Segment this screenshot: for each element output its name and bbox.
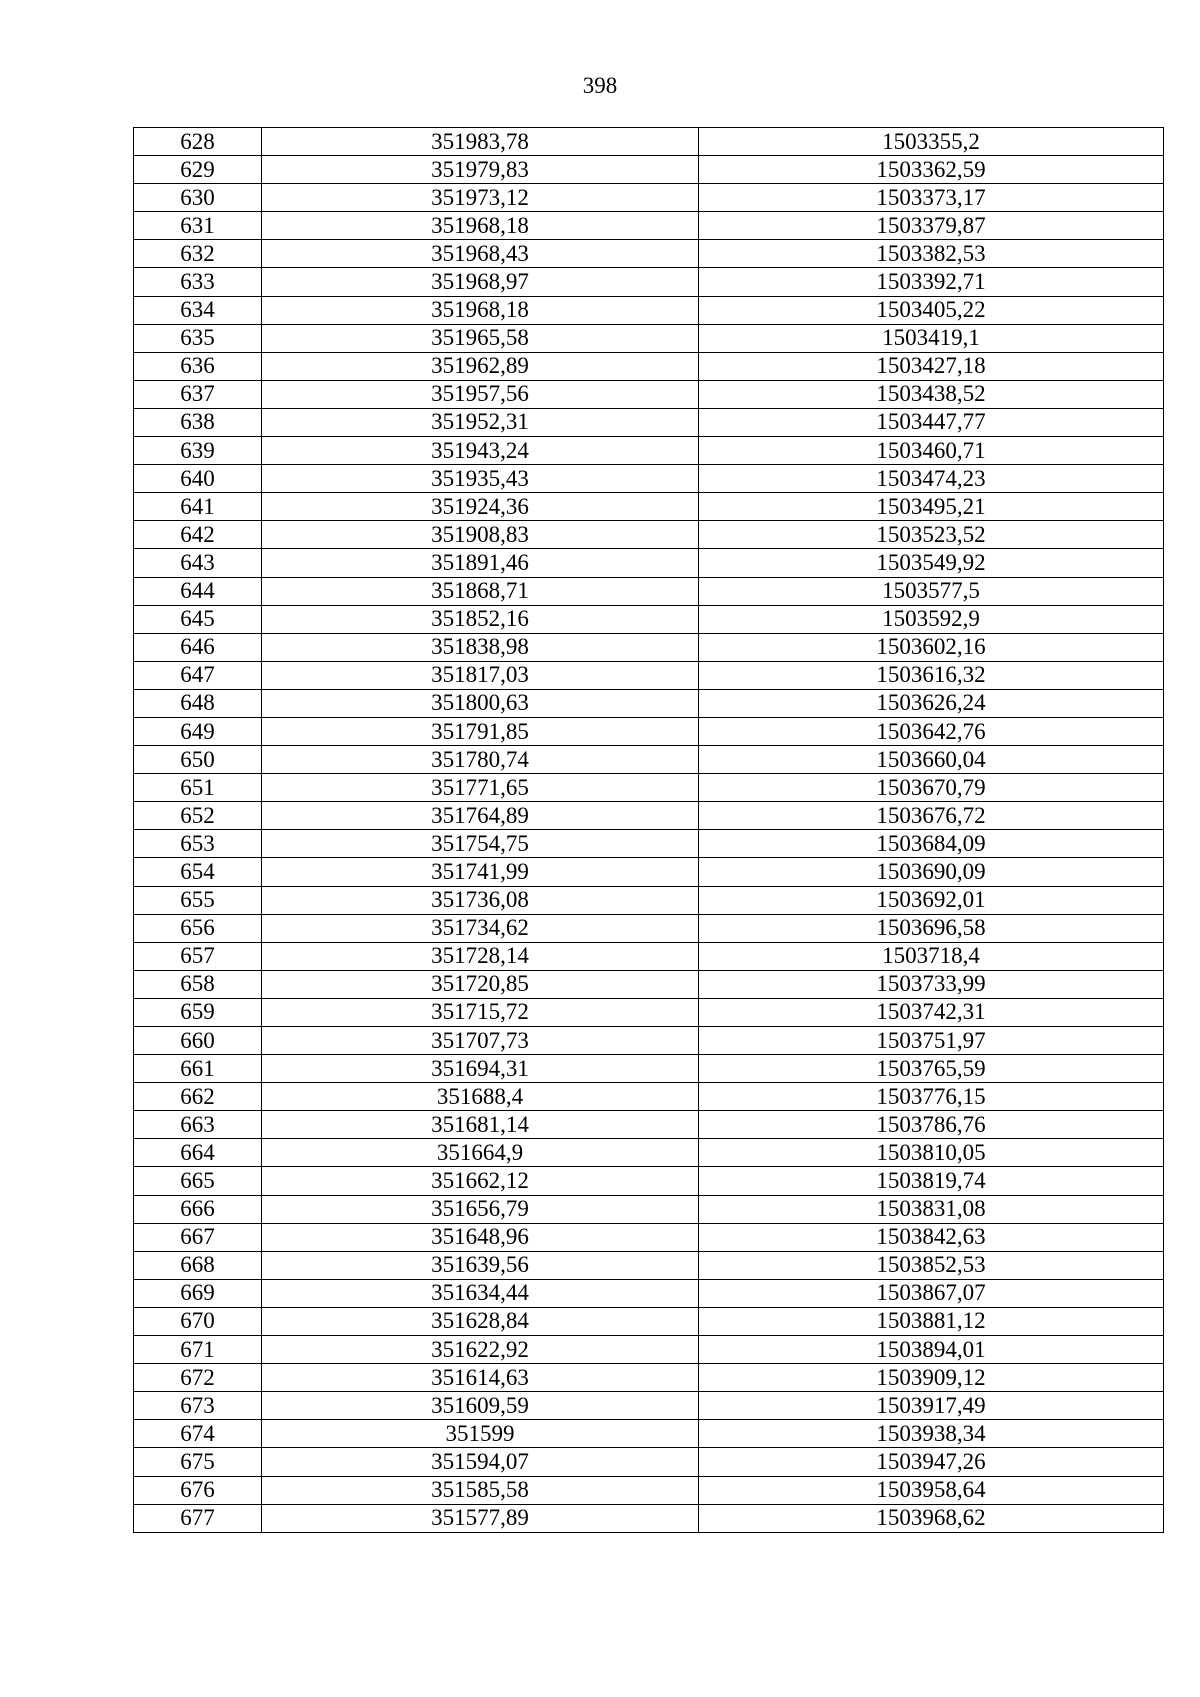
y-coordinate-cell: 1503852,53: [699, 1251, 1164, 1279]
y-coordinate-cell: 1503626,24: [699, 689, 1164, 717]
x-coordinate-cell: 351957,56: [262, 380, 699, 408]
point-number-cell: 653: [134, 830, 262, 858]
table-row: [134, 1504, 1164, 1532]
y-coordinate-cell: 1503362,59: [699, 156, 1164, 184]
x-coordinate-cell: 351800,63: [262, 689, 699, 717]
y-coordinate-cell: 1503405,22: [699, 296, 1164, 324]
point-number-cell: 630: [134, 184, 262, 212]
table-row: [134, 1111, 1164, 1139]
table-row: [134, 156, 1164, 184]
table-row: [134, 970, 1164, 998]
x-coordinate-cell: 351771,65: [262, 774, 699, 802]
x-coordinate-cell: 351720,85: [262, 970, 699, 998]
y-coordinate-cell: 1503742,31: [699, 998, 1164, 1026]
table-row: [134, 661, 1164, 689]
x-coordinate-cell: 351891,46: [262, 549, 699, 577]
x-coordinate-cell: 351968,97: [262, 268, 699, 296]
table-row: [134, 212, 1164, 240]
point-number-cell: 672: [134, 1364, 262, 1392]
point-number-cell: 651: [134, 774, 262, 802]
y-coordinate-cell: 1503881,12: [699, 1307, 1164, 1335]
x-coordinate-cell: 351754,75: [262, 830, 699, 858]
point-number-cell: 645: [134, 605, 262, 633]
table-row: [134, 1055, 1164, 1083]
y-coordinate-cell: 1503819,74: [699, 1167, 1164, 1195]
table-row: [134, 717, 1164, 745]
y-coordinate-cell: 1503690,09: [699, 858, 1164, 886]
point-number-cell: 638: [134, 408, 262, 436]
table-row: [134, 886, 1164, 914]
table-row: [134, 240, 1164, 268]
x-coordinate-cell: 351979,83: [262, 156, 699, 184]
y-coordinate-cell: 1503355,2: [699, 128, 1164, 156]
y-coordinate-cell: 1503379,87: [699, 212, 1164, 240]
x-coordinate-cell: 351707,73: [262, 1027, 699, 1055]
table-row: [134, 521, 1164, 549]
point-number-cell: 650: [134, 746, 262, 774]
x-coordinate-cell: 351734,62: [262, 914, 699, 942]
y-coordinate-cell: 1503917,49: [699, 1392, 1164, 1420]
point-number-cell: 644: [134, 577, 262, 605]
point-number-cell: 646: [134, 633, 262, 661]
y-coordinate-cell: 1503938,34: [699, 1420, 1164, 1448]
x-coordinate-cell: 351817,03: [262, 661, 699, 689]
point-number-cell: 671: [134, 1336, 262, 1364]
table-row: [134, 1364, 1164, 1392]
point-number-cell: 633: [134, 268, 262, 296]
x-coordinate-cell: 351908,83: [262, 521, 699, 549]
x-coordinate-cell: 351648,96: [262, 1223, 699, 1251]
y-coordinate-cell: 1503382,53: [699, 240, 1164, 268]
y-coordinate-cell: 1503676,72: [699, 802, 1164, 830]
y-coordinate-cell: 1503947,26: [699, 1448, 1164, 1476]
table-row: [134, 465, 1164, 493]
x-coordinate-cell: 351599: [262, 1420, 699, 1448]
point-number-cell: 643: [134, 549, 262, 577]
y-coordinate-cell: 1503765,59: [699, 1055, 1164, 1083]
x-coordinate-cell: 351622,92: [262, 1336, 699, 1364]
point-number-cell: 642: [134, 521, 262, 549]
x-coordinate-cell: 351639,56: [262, 1251, 699, 1279]
y-coordinate-cell: 1503894,01: [699, 1336, 1164, 1364]
x-coordinate-cell: 351973,12: [262, 184, 699, 212]
x-coordinate-cell: 351968,43: [262, 240, 699, 268]
y-coordinate-cell: 1503419,1: [699, 324, 1164, 352]
table-row: [134, 1167, 1164, 1195]
point-number-cell: 634: [134, 296, 262, 324]
table-row: [134, 802, 1164, 830]
y-coordinate-cell: 1503733,99: [699, 970, 1164, 998]
x-coordinate-cell: 351764,89: [262, 802, 699, 830]
x-coordinate-cell: 351968,18: [262, 212, 699, 240]
y-coordinate-cell: 1503427,18: [699, 352, 1164, 380]
y-coordinate-cell: 1503968,62: [699, 1504, 1164, 1532]
table-row: [134, 577, 1164, 605]
y-coordinate-cell: 1503810,05: [699, 1139, 1164, 1167]
y-coordinate-cell: 1503718,4: [699, 942, 1164, 970]
point-number-cell: 665: [134, 1167, 262, 1195]
point-number-cell: 675: [134, 1448, 262, 1476]
y-coordinate-cell: 1503392,71: [699, 268, 1164, 296]
table-row: [134, 1251, 1164, 1279]
y-coordinate-cell: 1503751,97: [699, 1027, 1164, 1055]
y-coordinate-cell: 1503474,23: [699, 465, 1164, 493]
y-coordinate-cell: 1503616,32: [699, 661, 1164, 689]
x-coordinate-cell: 351952,31: [262, 408, 699, 436]
point-number-cell: 629: [134, 156, 262, 184]
point-number-cell: 656: [134, 914, 262, 942]
table-row: [134, 830, 1164, 858]
y-coordinate-cell: 1503660,04: [699, 746, 1164, 774]
point-number-cell: 648: [134, 689, 262, 717]
point-number-cell: 635: [134, 324, 262, 352]
table-row: [134, 746, 1164, 774]
point-number-cell: 639: [134, 437, 262, 465]
point-number-cell: 647: [134, 661, 262, 689]
x-coordinate-cell: 351741,99: [262, 858, 699, 886]
table-row: [134, 1448, 1164, 1476]
y-coordinate-cell: 1503438,52: [699, 380, 1164, 408]
table-row: [134, 1027, 1164, 1055]
point-number-cell: 654: [134, 858, 262, 886]
y-coordinate-cell: 1503549,92: [699, 549, 1164, 577]
point-number-cell: 673: [134, 1392, 262, 1420]
point-number-cell: 637: [134, 380, 262, 408]
table-row: [134, 1139, 1164, 1167]
x-coordinate-cell: 351715,72: [262, 998, 699, 1026]
x-coordinate-cell: 351614,63: [262, 1364, 699, 1392]
point-number-cell: 668: [134, 1251, 262, 1279]
table-row: [134, 380, 1164, 408]
table-row: [134, 774, 1164, 802]
point-number-cell: 663: [134, 1111, 262, 1139]
y-coordinate-cell: 1503776,15: [699, 1083, 1164, 1111]
y-coordinate-cell: 1503958,64: [699, 1476, 1164, 1504]
table-row: [134, 437, 1164, 465]
point-number-cell: 659: [134, 998, 262, 1026]
y-coordinate-cell: 1503577,5: [699, 577, 1164, 605]
x-coordinate-cell: 351609,59: [262, 1392, 699, 1420]
table-row: [134, 1420, 1164, 1448]
x-coordinate-cell: 351681,14: [262, 1111, 699, 1139]
x-coordinate-cell: 351965,58: [262, 324, 699, 352]
table-row: [134, 1336, 1164, 1364]
table-row: [134, 1476, 1164, 1504]
y-coordinate-cell: 1503592,9: [699, 605, 1164, 633]
point-number-cell: 631: [134, 212, 262, 240]
point-number-cell: 674: [134, 1420, 262, 1448]
y-coordinate-cell: 1503842,63: [699, 1223, 1164, 1251]
point-number-cell: 649: [134, 717, 262, 745]
table-row: [134, 1392, 1164, 1420]
point-number-cell: 657: [134, 942, 262, 970]
x-coordinate-cell: 351694,31: [262, 1055, 699, 1083]
table-row: [134, 689, 1164, 717]
table-row: [134, 1195, 1164, 1223]
table-row: [134, 858, 1164, 886]
point-number-cell: 641: [134, 493, 262, 521]
table-row: [134, 184, 1164, 212]
x-coordinate-cell: 351791,85: [262, 717, 699, 745]
table-row: [134, 268, 1164, 296]
point-number-cell: 655: [134, 886, 262, 914]
x-coordinate-cell: 351594,07: [262, 1448, 699, 1476]
point-number-cell: 677: [134, 1504, 262, 1532]
page-number: 398: [582, 73, 618, 98]
x-coordinate-cell: 351838,98: [262, 633, 699, 661]
x-coordinate-cell: 351628,84: [262, 1307, 699, 1335]
x-coordinate-cell: 351688,4: [262, 1083, 699, 1111]
y-coordinate-cell: 1503684,09: [699, 830, 1164, 858]
table-row: [134, 914, 1164, 942]
x-coordinate-cell: 351585,58: [262, 1476, 699, 1504]
point-number-cell: 660: [134, 1027, 262, 1055]
point-number-cell: 669: [134, 1279, 262, 1307]
y-coordinate-cell: 1503373,17: [699, 184, 1164, 212]
table-row: [134, 128, 1164, 156]
table-row: [134, 549, 1164, 577]
x-coordinate-cell: 351968,18: [262, 296, 699, 324]
x-coordinate-cell: 351662,12: [262, 1167, 699, 1195]
point-number-cell: 628: [134, 128, 262, 156]
table-row: [134, 1307, 1164, 1335]
y-coordinate-cell: 1503460,71: [699, 437, 1164, 465]
y-coordinate-cell: 1503867,07: [699, 1279, 1164, 1307]
x-coordinate-cell: 351983,78: [262, 128, 699, 156]
coordinates-table: [133, 127, 1164, 1533]
y-coordinate-cell: 1503909,12: [699, 1364, 1164, 1392]
x-coordinate-cell: 351868,71: [262, 577, 699, 605]
x-coordinate-cell: 351664,9: [262, 1139, 699, 1167]
coordinates-table-body: [134, 128, 1164, 1533]
table-row: [134, 324, 1164, 352]
y-coordinate-cell: 1503642,76: [699, 717, 1164, 745]
table-row: [134, 493, 1164, 521]
x-coordinate-cell: 351577,89: [262, 1504, 699, 1532]
point-number-cell: 666: [134, 1195, 262, 1223]
x-coordinate-cell: 351943,24: [262, 437, 699, 465]
point-number-cell: 658: [134, 970, 262, 998]
table-row: [134, 605, 1164, 633]
table-row: [134, 296, 1164, 324]
x-coordinate-cell: 351935,43: [262, 465, 699, 493]
y-coordinate-cell: 1503696,58: [699, 914, 1164, 942]
x-coordinate-cell: 351728,14: [262, 942, 699, 970]
point-number-cell: 652: [134, 802, 262, 830]
point-number-cell: 664: [134, 1139, 262, 1167]
y-coordinate-cell: 1503786,76: [699, 1111, 1164, 1139]
point-number-cell: 670: [134, 1307, 262, 1335]
x-coordinate-cell: 351852,16: [262, 605, 699, 633]
y-coordinate-cell: 1503495,21: [699, 493, 1164, 521]
y-coordinate-cell: 1503670,79: [699, 774, 1164, 802]
table-row: [134, 352, 1164, 380]
point-number-cell: 661: [134, 1055, 262, 1083]
x-coordinate-cell: 351656,79: [262, 1195, 699, 1223]
table-row: [134, 1223, 1164, 1251]
y-coordinate-cell: 1503447,77: [699, 408, 1164, 436]
table-row: [134, 998, 1164, 1026]
x-coordinate-cell: 351962,89: [262, 352, 699, 380]
point-number-cell: 662: [134, 1083, 262, 1111]
y-coordinate-cell: 1503523,52: [699, 521, 1164, 549]
x-coordinate-cell: 351736,08: [262, 886, 699, 914]
point-number-cell: 636: [134, 352, 262, 380]
point-number-cell: 640: [134, 465, 262, 493]
point-number-cell: 632: [134, 240, 262, 268]
x-coordinate-cell: 351634,44: [262, 1279, 699, 1307]
y-coordinate-cell: 1503692,01: [699, 886, 1164, 914]
table-row: [134, 1083, 1164, 1111]
table-row: [134, 408, 1164, 436]
x-coordinate-cell: 351780,74: [262, 746, 699, 774]
table-row: [134, 942, 1164, 970]
x-coordinate-cell: 351924,36: [262, 493, 699, 521]
y-coordinate-cell: 1503831,08: [699, 1195, 1164, 1223]
table-row: [134, 633, 1164, 661]
table-row: [134, 1279, 1164, 1307]
point-number-cell: 676: [134, 1476, 262, 1504]
point-number-cell: 667: [134, 1223, 262, 1251]
y-coordinate-cell: 1503602,16: [699, 633, 1164, 661]
